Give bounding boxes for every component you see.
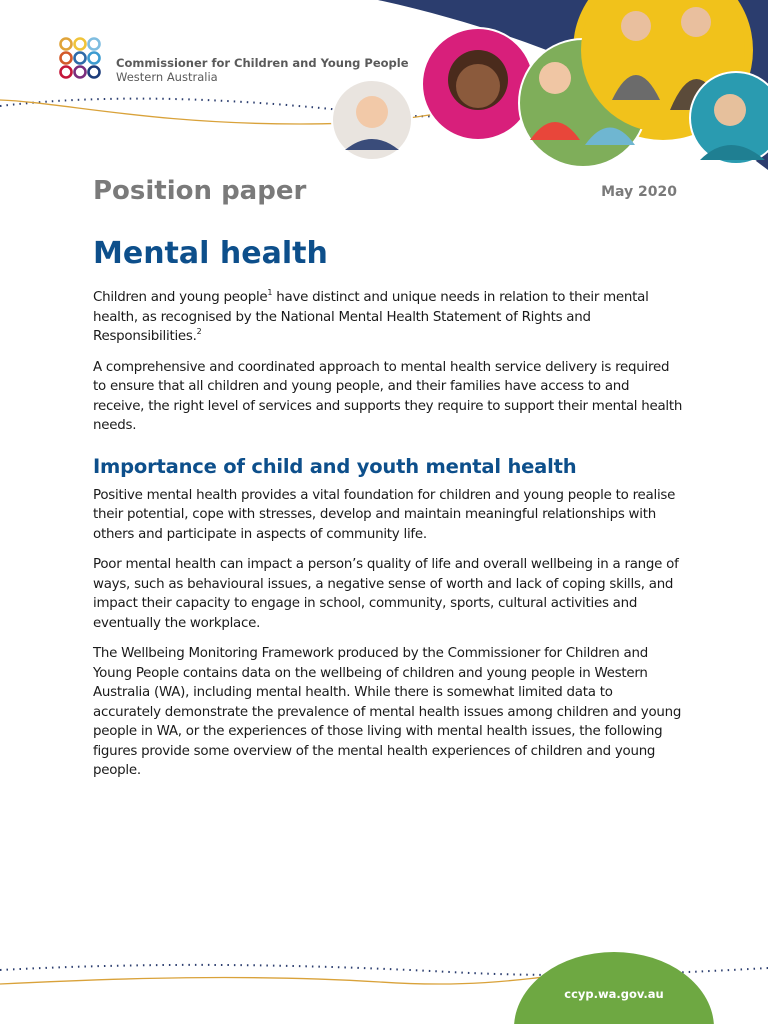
intro-text-end: have distinct and unique needs in relation to their mental health, as recognised by the National Mental Health Statement of Rights and Responsibilities.	[93, 290, 649, 344]
website-link[interactable]: ccyp.wa.gov.au	[564, 987, 664, 1001]
main-content	[93, 288, 683, 792]
intro-paragraph-1	[93, 288, 683, 347]
header-artwork	[0, 0, 768, 170]
document-date: May 2020	[601, 184, 677, 200]
intro-paragraph-2: A comprehensive and coordinated approach to mental health service delivery is required to ensure that all children and young people, and their families have access to and receive, the right level of services and supports they require to support their mental health needs.	[93, 359, 683, 433]
ccyp-logo	[58, 36, 110, 82]
intro-text-start: Children and young people	[93, 290, 268, 305]
footer-gold-line	[0, 970, 600, 984]
photo-girl	[422, 28, 534, 140]
document-type: Position paper	[93, 176, 307, 206]
photo-baby	[332, 80, 412, 160]
section-paragraph-3: The Wellbeing Monitoring Framework produced by the Commissioner for Children and Young People contains data on the wellbeing of children and young people in Western Australia (WA), including mental health. While there is somewhat limited data to accurately demonstrate the prevalence of mental health issues among children and young people in WA, or the experiences of those living with mental health issues, the following figures provide some overview of the mental health experiences of children and young people.	[93, 646, 682, 778]
footer-artwork	[0, 940, 768, 1024]
page-title: Mental health	[93, 236, 328, 271]
org-subtitle: Western Australia	[116, 70, 218, 84]
section-paragraph-1: Positive mental health provides a vital foundation for children and young people to realise their potential, cope with stresses, develop and maintain meaningful relationships with others and participate in aspects of community life.	[93, 487, 676, 542]
section-heading: Importance of child and youth mental health	[93, 454, 577, 478]
section-paragraph-2: Poor mental health can impact a person’s quality of life and overall wellbeing in a range of ways, such as behavioural issues, a negative sense of worth and lack of coping skills, and impact their capacity to engage in school, community, sports, cultural activities and eventually the workplace.	[93, 557, 679, 631]
footnote-ref-2[interactable]: 2	[196, 327, 202, 336]
org-name: Commissioner for Children and Young People	[116, 56, 409, 70]
footnote-ref-1[interactable]: 1	[267, 288, 273, 297]
